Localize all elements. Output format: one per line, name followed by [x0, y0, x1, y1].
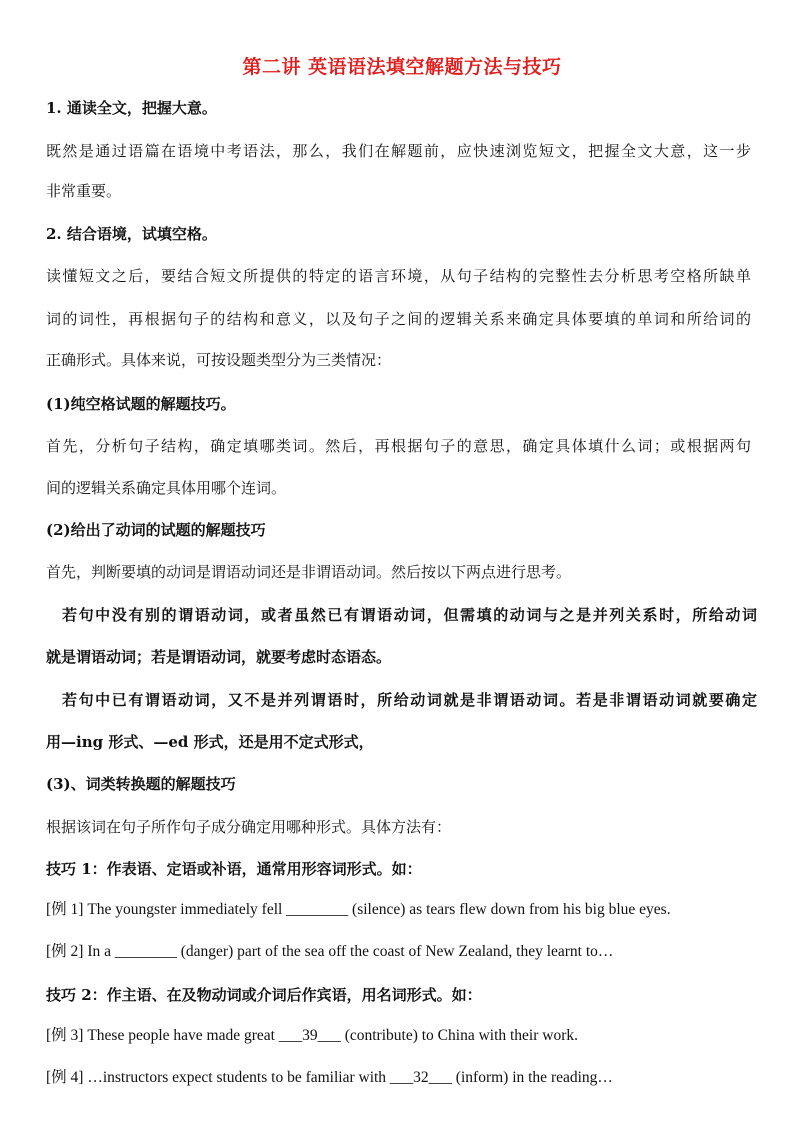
paragraph-line: 根据该词在句子所作句子成分确定用哪种形式。具体方法有：: [46, 818, 452, 836]
page-title: 第二讲 英语语法填空解题方法与技巧: [242, 56, 562, 78]
rule-line: 就是谓语动词；若是谓语动词，就要考虑时态语态。: [46, 648, 392, 666]
paragraph-line: 首先，判断要填的动词是谓语动词还是非谓语动词。然后按以下两点进行思考。: [46, 563, 572, 581]
tip-1-heading: 技巧 1：作表语、定语或补语，通常用形容词形式。如：: [46, 860, 422, 878]
example-2: [例 2] In a ________ (danger) part of the sea off the coast of New Zealand, they learnt to…: [46, 943, 614, 960]
paragraph-line: 非常重要。: [46, 182, 122, 200]
tip-2-heading: 技巧 2：作主语、在及物动词或介词后作宾语，用名词形式。如：: [46, 986, 482, 1004]
heading-2: 2. 结合语境，试填空格。: [46, 225, 217, 243]
paragraph-line: 首先，分析句子结构，确定填哪类词。然后，再根据句子的意思，确定具体填什么词；或根据两句: [46, 437, 751, 455]
rule-line: 用—ing 形式、—ed 形式，还是用不定式形式，: [46, 733, 374, 751]
rule-line: 若句中没有别的谓语动词，或者虽然已有谓语动词，但需填的动词与之是并列关系时，所给动词: [62, 606, 757, 624]
subheading-1: (1)纯空格试题的解题技巧。: [46, 395, 236, 413]
paragraph-line: 词的词性，再根据句子的结构和意义，以及句子之间的逻辑关系来确定具体要填的单词和所给词的: [46, 310, 751, 328]
paragraph-line: 正确形式。具体来说，可按设题类型分为三类情况：: [46, 351, 392, 369]
paragraph-line: 间的逻辑关系确定具体用哪个连词。: [46, 479, 287, 497]
example-4: [例 4] …instructors expect students to be familiar with ___32___ (inform) in the reading…: [46, 1069, 613, 1086]
heading-1: 1. 通读全文，把握大意。: [46, 99, 217, 117]
rule-line: 若句中已有谓语动词，又不是并列谓语时，所给动词就是非谓语动词。若是非谓语动词就要确定: [62, 691, 757, 709]
paragraph-line: 既然是通过语篇在语境中考语法，那么，我们在解题前，应快速浏览短文，把握全文大意，这一步: [46, 142, 751, 160]
paragraph-line: 读懂短文之后，要结合短文所提供的特定的语言环境，从句子结构的完整性去分析思考空格所缺单: [46, 267, 751, 285]
subheading-3: (3)、词类转换题的解题技巧: [46, 775, 236, 793]
example-1: [例 1] The youngster immediately fell ________ (silence) as tears flew down from his big blue eyes.: [46, 901, 671, 918]
subheading-2: (2)给出了动词的试题的解题技巧: [46, 521, 266, 539]
example-3: [例 3] These people have made great ___39___ (contribute) to China with their work.: [46, 1027, 579, 1044]
